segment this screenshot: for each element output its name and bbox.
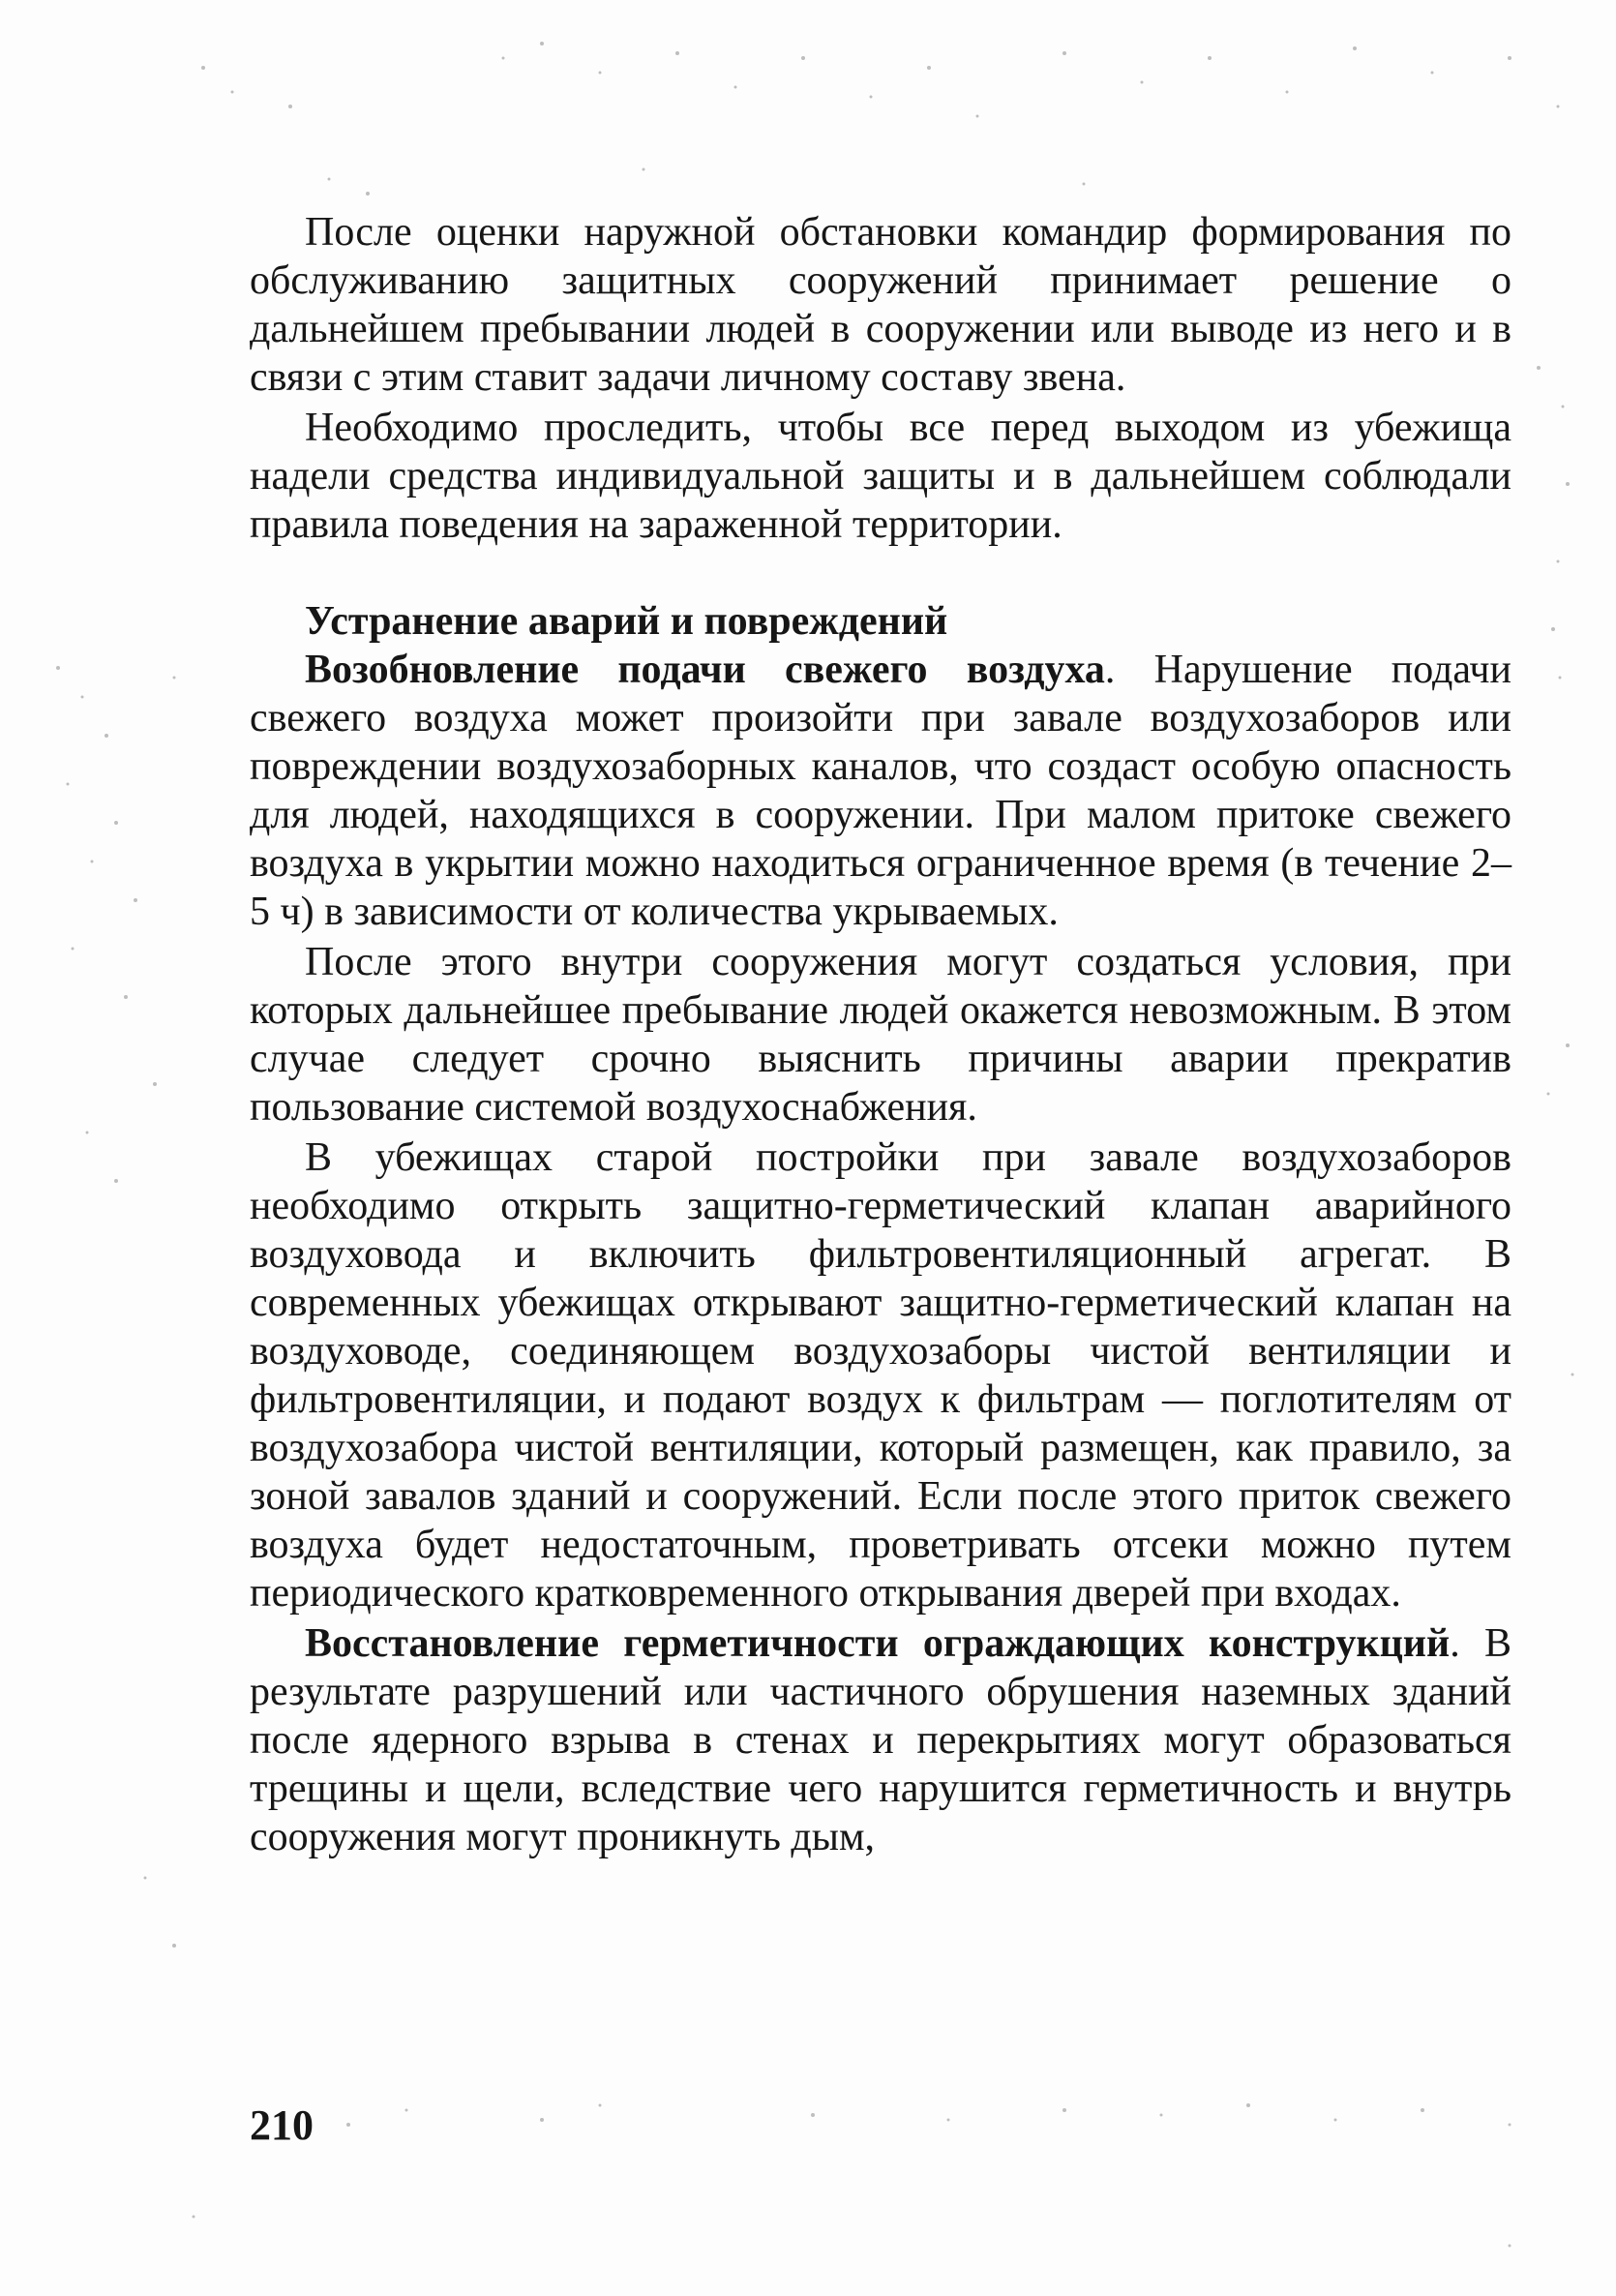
paragraph-airtightness-restoration [250, 1619, 1511, 1861]
body-text-column [250, 208, 1511, 1861]
paragraph-fresh-air-resumption [250, 646, 1511, 936]
paragraph-air-conditions: После этого внутри сооружения могут создаться условия, при которых дальнейшее пребывание людей окажется невозможным. В этом случае следует срочно выяснить причины аварии прекратив пользование системой воздухоснабжения. [250, 940, 1511, 1130]
subsection-title-airtightness: Восстановление герметичности ограждающих конструкций [305, 1621, 1451, 1666]
paragraph-commander-decision: После оценки наружной обстановки командир формирования по обслуживанию защитных сооружений принимает решение о дальнейшем пребывании людей в сооружении или выводе из него и в связи с этим ставит задачи личному составу звена. [250, 210, 1511, 400]
paragraph-protective-means: Необходимо проследить, чтобы все перед выходом из убежища надели средства индивидуальной защиты и в дальнейшем соблюдали правила поведения на зараженной территории. [250, 406, 1511, 547]
page-number: 210 [250, 2101, 314, 2149]
paragraph-airtightness-lead: . В результате разрушений или частичного обрушения наземных зданий после ядерного взрыва в стенах и перекрытиях могут образоваться трещины и щели, вследствие чего нарушится герметичность и внутрь сооружения могут проникнуть дым, [250, 1621, 1512, 1859]
section-heading: Устранение аварий и повреждений [305, 599, 948, 644]
paragraph-fresh-air-lead: . Нарушение подачи свежего воздуха может произойти при завале воздухозаборов или повреждении воздухозаборных каналов, что создаст особую опасность для людей, находящихся в сооружении. При малом притоке свежего воздуха в укрытии можно находиться ограниченное время (в течение 2–5 ч) в зависимости от количества укрываемых. [250, 648, 1511, 934]
paragraph-old-shelters: В убежищах старой постройки при завале воздухозаборов необходимо открыть защитно-герметический клапан аварийного воздуховода и включить фильтровентиляционный агрегат. В современных убежищах открывают защитно-герметический клапан на воздуховоде, соединяющем воздухозаборы чистой вентиляции и фильтровентиляции, и подают воздух к фильтрам — поглотителям от воздухозабора чистой вентиляции, который размещен, как правило, за зоной завалов зданий и сооружений. Если после этого приток свежего воздуха будет недостаточным, проветривать отсеки можно путем периодического кратковременного открывания дверей при входах. [250, 1135, 1511, 1616]
subsection-title-fresh-air: Возобновление подачи свежего воздуха [305, 648, 1105, 692]
